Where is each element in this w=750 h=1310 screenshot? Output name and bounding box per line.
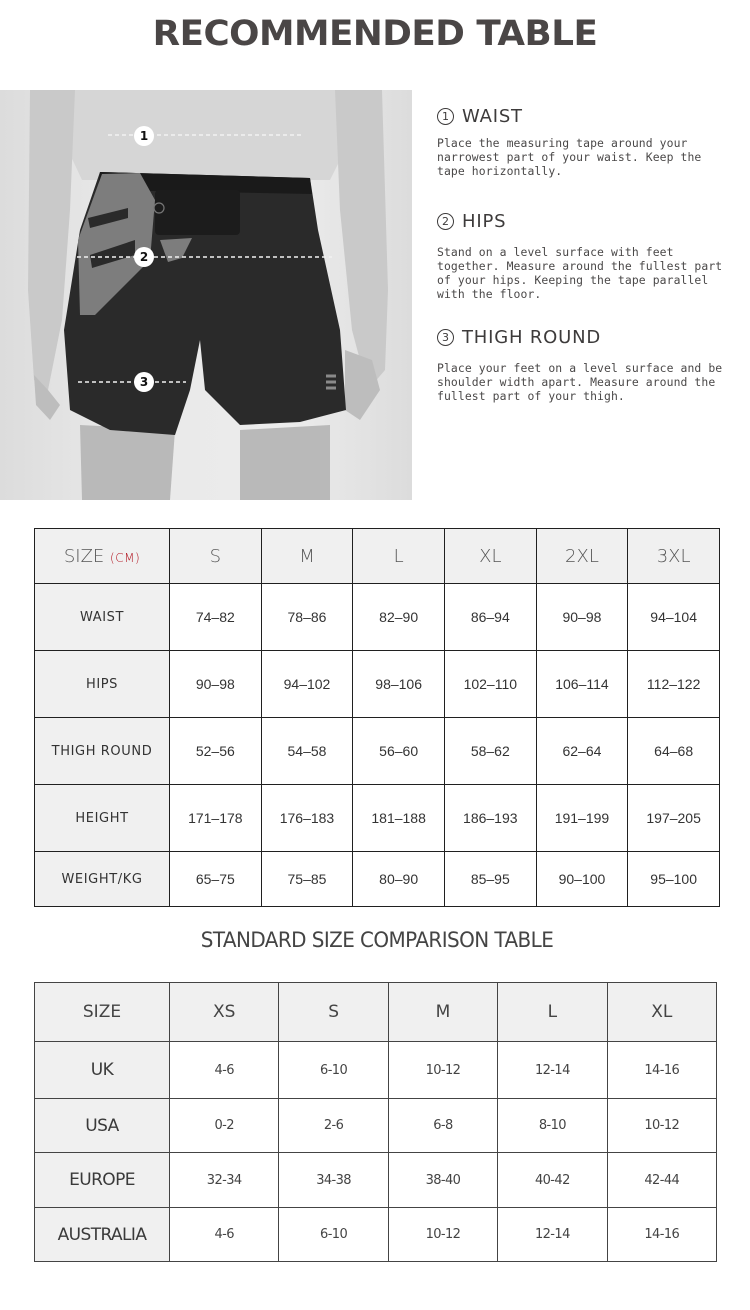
table-cell: 38-40 — [388, 1153, 497, 1208]
table-cell: 90–98 — [170, 651, 262, 718]
table-cell: 34-38 — [279, 1153, 388, 1208]
table-cell: 65–75 — [170, 852, 262, 907]
table-cell: 42-44 — [607, 1153, 716, 1208]
table-row — [35, 718, 720, 785]
corner-header: SIZE (CM) — [35, 529, 170, 584]
table-cell: 4-6 — [170, 1042, 279, 1099]
table-cell: 90–98 — [536, 584, 628, 651]
size-comparison-table — [34, 982, 717, 1262]
shorts-model-illustration — [0, 90, 412, 500]
table-cell: 112–122 — [628, 651, 720, 718]
number-1-icon: 1 — [437, 108, 454, 125]
table-cell: 12-14 — [498, 1208, 607, 1262]
instruction-body: Place your feet on a level surface and be shoulder width apart. Measure around the fullest part of your thigh. — [437, 361, 723, 403]
number-2-icon: 2 — [437, 213, 454, 230]
column-header: 2XL — [536, 529, 628, 584]
instruction-hips — [437, 211, 727, 301]
table-cell: 4-6 — [170, 1208, 279, 1262]
table-row — [35, 1208, 717, 1262]
table-cell: 0-2 — [170, 1099, 279, 1153]
table-cell: 10-12 — [388, 1208, 497, 1262]
table-cell: 14-16 — [607, 1042, 716, 1099]
instruction-title: HIPS — [462, 211, 507, 232]
table-cell: 58–62 — [444, 718, 536, 785]
table-cell: 191–199 — [536, 785, 628, 852]
table-cell: 32-34 — [170, 1153, 279, 1208]
row-header: UK — [35, 1042, 170, 1099]
row-header: HEIGHT — [35, 785, 170, 852]
table-row — [35, 852, 720, 907]
table-cell: 62–64 — [536, 718, 628, 785]
table-row — [35, 584, 720, 651]
column-header: L — [498, 983, 607, 1042]
row-header: AUSTRALIA — [35, 1208, 170, 1262]
row-header: WEIGHT/KG — [35, 852, 170, 907]
table-cell: 102–110 — [444, 651, 536, 718]
table-cell: 10-12 — [388, 1042, 497, 1099]
column-header: XL — [444, 529, 536, 584]
number-3-icon: 3 — [437, 329, 454, 346]
table-cell: 82–90 — [353, 584, 445, 651]
column-header: XL — [607, 983, 716, 1042]
table-cell: 86–94 — [444, 584, 536, 651]
instruction-waist — [437, 106, 727, 178]
table-cell: 78–86 — [261, 584, 353, 651]
column-header: XS — [170, 983, 279, 1042]
column-header: M — [388, 983, 497, 1042]
table-cell: 52–56 — [170, 718, 262, 785]
corner-header: SIZE — [35, 983, 170, 1042]
table-cell: 98–106 — [353, 651, 445, 718]
column-header: L — [353, 529, 445, 584]
table-cell: 64–68 — [628, 718, 720, 785]
table-cell: 90–100 — [536, 852, 628, 907]
table-cell: 6-8 — [388, 1099, 497, 1153]
table-cell: 94–102 — [261, 651, 353, 718]
table-cell: 14-16 — [607, 1208, 716, 1262]
row-header: HIPS — [35, 651, 170, 718]
table-cell: 40-42 — [498, 1153, 607, 1208]
table-cell: 74–82 — [170, 584, 262, 651]
table-cell: 176–183 — [261, 785, 353, 852]
table-row — [35, 785, 720, 852]
table-row — [35, 1153, 717, 1208]
column-header: M — [261, 529, 353, 584]
row-header: THIGH ROUND — [35, 718, 170, 785]
table-cell: 12-14 — [498, 1042, 607, 1099]
table-cell: 2-6 — [279, 1099, 388, 1153]
table-cell: 106–114 — [536, 651, 628, 718]
table-cell: 80–90 — [353, 852, 445, 907]
table-cell: 10-12 — [607, 1099, 716, 1153]
measurement-photo — [0, 90, 412, 500]
table-cell: 94–104 — [628, 584, 720, 651]
instruction-body: Stand on a level surface with feet together. Measure around the fullest part of your hips. Keeping the tape parallel with the floor. — [437, 245, 723, 301]
waist-marker: 1 — [134, 126, 154, 146]
table-row — [35, 1099, 717, 1153]
table-cell: 197–205 — [628, 785, 720, 852]
table-cell: 8-10 — [498, 1099, 607, 1153]
page-title: RECOMMENDED TABLE — [152, 14, 598, 54]
table-cell: 54–58 — [261, 718, 353, 785]
table-row — [35, 651, 720, 718]
table-cell: 6-10 — [279, 1208, 388, 1262]
table-cell: 186–193 — [444, 785, 536, 852]
instruction-thigh — [437, 327, 727, 403]
column-header: 3XL — [628, 529, 720, 584]
table-cell: 6-10 — [279, 1042, 388, 1099]
recommended-size-table — [34, 528, 720, 907]
comparison-title: STANDARD SIZE COMPARISON TABLE — [200, 928, 554, 952]
instruction-body: Place the measuring tape around your narrowest part of your waist. Keep the tape horizontally. — [437, 136, 702, 178]
table-row — [35, 1042, 717, 1099]
unit-label: (CM) — [110, 550, 141, 565]
table-cell: 85–95 — [444, 852, 536, 907]
instruction-title: WAIST — [462, 106, 523, 127]
row-header: USA — [35, 1099, 170, 1153]
column-header: S — [170, 529, 262, 584]
table-cell: 75–85 — [261, 852, 353, 907]
hips-marker: 2 — [134, 247, 154, 267]
table-cell: 95–100 — [628, 852, 720, 907]
thigh-marker: 3 — [134, 372, 154, 392]
column-header: S — [279, 983, 388, 1042]
row-header: EUROPE — [35, 1153, 170, 1208]
row-header: WAIST — [35, 584, 170, 651]
table-cell: 181–188 — [353, 785, 445, 852]
table-cell: 171–178 — [170, 785, 262, 852]
table-cell: 56–60 — [353, 718, 445, 785]
instruction-title: THIGH ROUND — [462, 327, 602, 348]
